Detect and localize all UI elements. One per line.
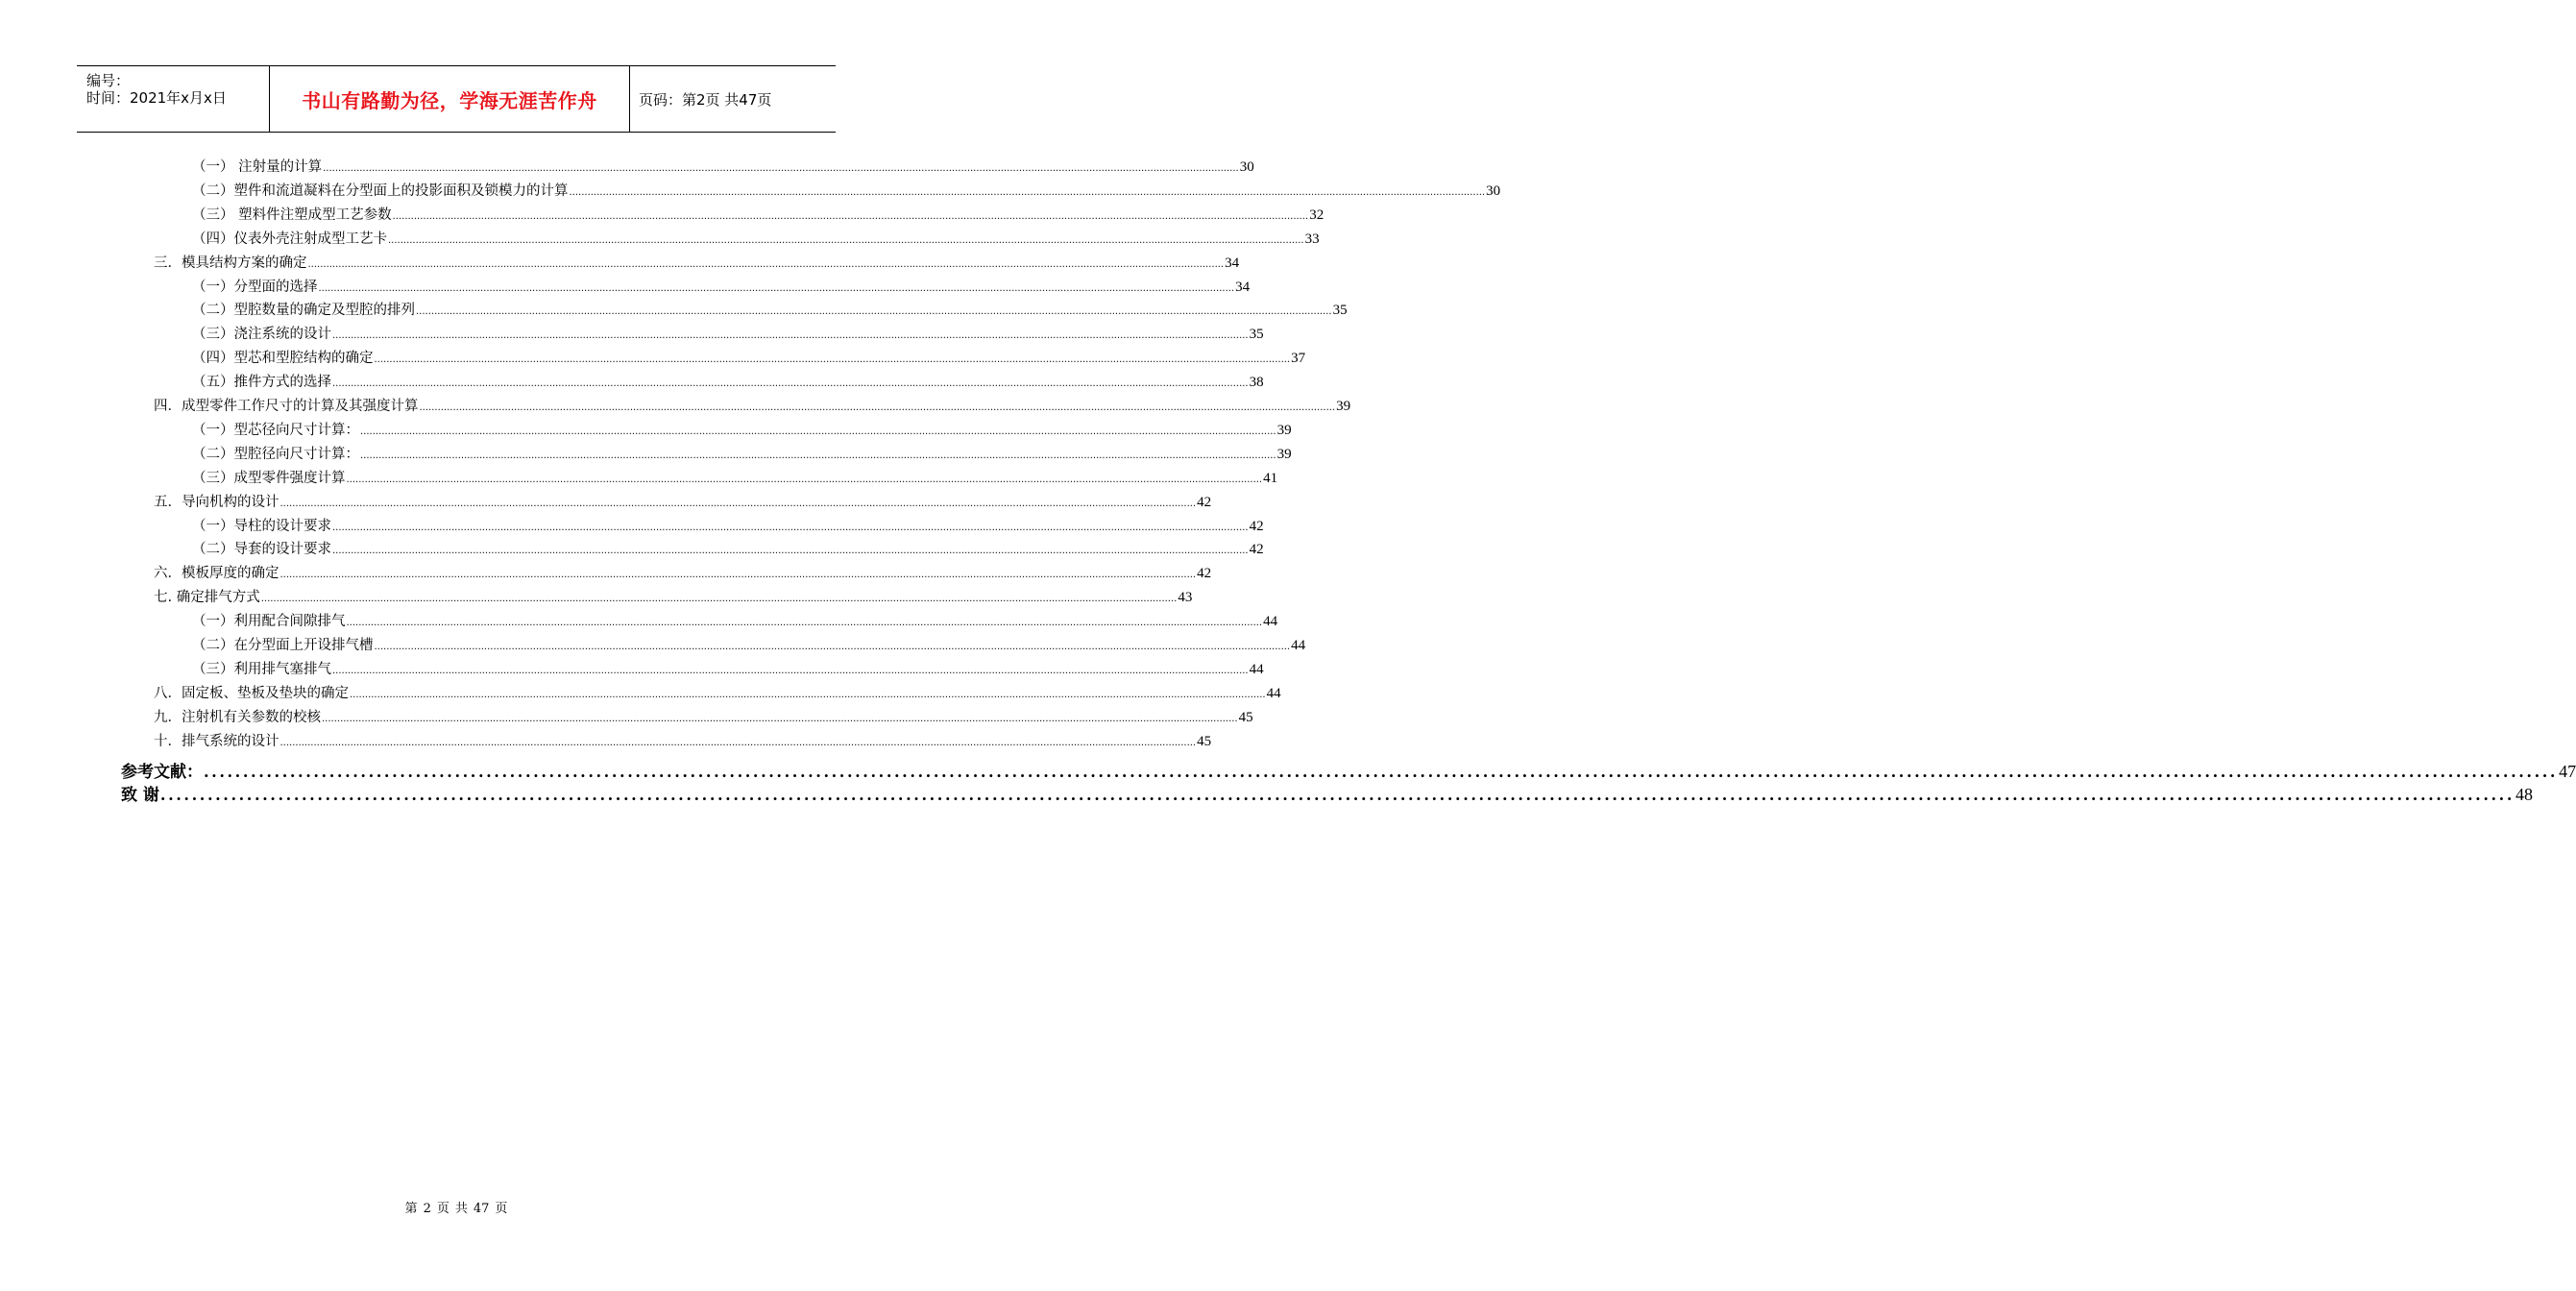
toc-entry[interactable] (192, 515, 1264, 536)
toc-leader-dots: ............................................................................................................................................................................................................................................................................................................ (332, 378, 1249, 390)
toc-leader-dots: ............................................................................................................................................................................................................................................................................................................ (332, 546, 1249, 557)
toc-entry[interactable] (192, 658, 1264, 679)
toc-leader-dots: ............................................................................................................................................................................................................................................................................................................ (392, 210, 1309, 222)
toc-entry-title: 九．注射机有关参数的校核 (154, 709, 321, 725)
toc-entry-page: 44 (1249, 661, 1264, 677)
toc-leader-dots: ............................................................................................................................................................................................................................................................................................................ (419, 402, 1336, 413)
toc-entry-title: （二）导套的设计要求 (192, 542, 331, 558)
toc-entry-title: 八．固定板、垫板及垫块的确定 (154, 685, 349, 701)
toc-entry[interactable] (154, 395, 1351, 416)
toc-leader-dots: ............................................................................................................................................................................................................................................................................................................ (279, 570, 1197, 581)
toc-entry-page: 34 (1235, 279, 1251, 295)
toc-entry[interactable] (192, 299, 1348, 320)
toc-entry[interactable] (154, 491, 1212, 512)
toc-leader-dots: ............................................................................................................................................................................................................................................................................................................ (360, 450, 1276, 461)
toc-entry-title: （二）塑件和流道凝料在分型面上的投影面积及锁模力的计算 (192, 183, 569, 199)
toc-entry-title: （五）推件方式的选择 (192, 375, 331, 391)
toc-entry-title: 六．模板厚度的确定 (154, 566, 279, 582)
toc-leader-dots: ............................................................................................................................................................................................................................................................................................................ (569, 186, 1486, 198)
toc-entry-page: 44 (1266, 685, 1281, 701)
toc-entry-page: 33 (1304, 231, 1320, 247)
toc-entry-page: 35 (1332, 303, 1348, 319)
toc-entry-page: 39 (1276, 446, 1292, 462)
toc-entry-page: 39 (1336, 399, 1351, 414)
toc-entry[interactable] (154, 562, 1212, 583)
toc-entry-page: 47 (2559, 761, 2576, 781)
toc-leader-dots: ............................................................................................................................................................................................................................................................................................................ (346, 474, 1263, 485)
toc-entry-title: （三）成型零件强度计算 (192, 470, 346, 486)
toc-entry-page: 42 (1197, 494, 1212, 510)
toc-entry-title: （一）型芯径向尺寸计算： (192, 422, 359, 438)
toc-entry-title: （二）型腔径向尺寸计算： (192, 446, 359, 462)
toc-entry-page: 34 (1225, 255, 1240, 271)
toc-entry-title: （三）利用排气塞排气 (192, 661, 331, 677)
toc-entry-title: （三） 塑料件注塑成型工艺参数 (192, 207, 392, 223)
footer-total-unit: 页 (495, 1202, 508, 1216)
toc-entry-title: （四）型芯和型腔结构的确定 (192, 351, 374, 367)
toc-entry[interactable] (192, 371, 1264, 392)
toc-entry-title: 四．成型零件工作尺寸的计算及其强度计算 (154, 399, 419, 414)
toc-entry[interactable] (154, 252, 1240, 273)
toc-entry-page: 37 (1291, 351, 1306, 367)
document-time-label: 时间：2021年x月x日 (86, 89, 227, 107)
toc-entry[interactable] (154, 586, 1193, 607)
toc-entry-page: 30 (1239, 159, 1254, 175)
toc-leader-dots: ............................................................................................................................................................................................................................................................................................................ (350, 689, 1266, 700)
toc-entry-title: 致 谢 (121, 786, 159, 806)
toc-entry-title: （二）型腔数量的确定及型腔的排列 (192, 303, 415, 319)
toc-leader-dots: ............................................................................................................................................................................................................................................................................................................ (322, 713, 1238, 724)
toc-leader-dots: ............................................................................................................................................................................................................................................................................................................ (374, 642, 1291, 652)
toc-entry-page: 38 (1249, 375, 1264, 391)
toc-entry-page: 39 (1276, 422, 1292, 438)
footer-page-word: 第 (404, 1202, 418, 1216)
toc-leader-dots: ............................................................................................................................................................................................................................................................................................................ (279, 737, 1197, 748)
toc-entry-page: 42 (1249, 518, 1264, 534)
toc-entry[interactable] (154, 682, 1281, 703)
toc-entry-page: 44 (1291, 638, 1306, 653)
toc-entry-title: 十．排气系统的设计 (154, 733, 279, 749)
toc-entry-title: （一）利用配合间隙排气 (192, 614, 346, 630)
toc-entry[interactable] (192, 610, 1278, 631)
toc-leader-dots: ............................................................................................................................................................................................................................................................................................................ (204, 762, 2559, 781)
toc-entry[interactable] (121, 781, 2534, 806)
header-page-info: 页码：第2页 共47页 (639, 90, 772, 109)
toc-entry[interactable] (154, 730, 1212, 751)
toc-entry[interactable] (192, 180, 1501, 201)
footer-total-word: 共 (454, 1202, 468, 1216)
toc-leader-dots: ............................................................................................................................................................................................................................................................................................................ (388, 234, 1304, 246)
toc-entry[interactable] (192, 634, 1306, 655)
toc-entry-page: 44 (1263, 614, 1278, 630)
toc-leader-dots: ............................................................................................................................................................................................................................................................................................................ (416, 306, 1332, 318)
toc-entry-title: 七. 确定排气方式 (154, 590, 260, 606)
header-motto: 书山有路勤为径，学海无涯苦作舟 (269, 66, 630, 132)
toc-entry-title: （一） 注射量的计算 (192, 159, 323, 175)
page-footer (0, 1198, 912, 1216)
toc-leader-dots: ............................................................................................................................................................................................................................................................................................................ (332, 665, 1249, 676)
toc-entry-title: （三）浇注系统的设计 (192, 327, 331, 343)
toc-leader-dots: ............................................................................................................................................................................................................................................................................................................ (159, 786, 2515, 805)
toc-leader-dots: ............................................................................................................................................................................................................................................................................................................ (374, 354, 1291, 366)
toc-leader-dots: ............................................................................................................................................................................................................................................................................................................ (318, 282, 1235, 294)
toc-leader-dots: ............................................................................................................................................................................................................................................................................................................ (323, 163, 1239, 174)
toc-leader-dots: ............................................................................................................................................................................................................................................................................................................ (332, 522, 1249, 533)
toc-leader-dots: ............................................................................................................................................................................................................................................................................................................ (332, 330, 1249, 342)
document-number-label: 编号： (86, 72, 131, 89)
toc-entry-page: 43 (1178, 590, 1193, 606)
toc-entry-page: 35 (1249, 327, 1264, 343)
toc-leader-dots: ............................................................................................................................................................................................................................................................................................................ (260, 594, 1178, 605)
toc-entry-page: 42 (1249, 542, 1264, 558)
toc-entry-title: （一）分型面的选择 (192, 279, 318, 295)
toc-entry[interactable] (121, 758, 2576, 782)
toc-entry-page: 45 (1197, 733, 1212, 749)
toc-entry-page: 41 (1263, 470, 1278, 486)
toc-leader-dots: ............................................................................................................................................................................................................................................................................................................ (307, 258, 1225, 270)
header-meta (77, 66, 269, 132)
toc-leader-dots: ............................................................................................................................................................................................................................................................................................................ (360, 426, 1276, 437)
toc-entry-page: 42 (1197, 566, 1212, 582)
toc-entry[interactable] (192, 443, 1292, 464)
page-header (77, 65, 836, 133)
toc-entry[interactable] (192, 204, 1324, 225)
toc-entry-title: （四）仪表外壳注射成型工艺卡 (192, 231, 387, 247)
toc-entry-page: 48 (2515, 785, 2534, 805)
toc-entry[interactable] (192, 538, 1264, 559)
toc-entry-page: 32 (1309, 207, 1324, 223)
toc-entry[interactable] (192, 419, 1292, 440)
toc-entry-page: 45 (1238, 709, 1253, 725)
toc-entry-page: 30 (1486, 183, 1501, 199)
toc-entry[interactable] (192, 467, 1278, 488)
footer-total-number: 47 (473, 1202, 490, 1216)
toc-entry[interactable] (192, 276, 1251, 297)
toc-entry-title: 三．模具结构方案的确定 (154, 255, 307, 271)
toc-entry[interactable] (192, 228, 1320, 249)
toc-entry-title: 参考文献： (121, 762, 203, 782)
toc-entry[interactable] (192, 323, 1264, 344)
footer-page-number: 2 (423, 1202, 431, 1216)
toc-entry-title: 五．导向机构的设计 (154, 494, 279, 510)
toc-leader-dots: ............................................................................................................................................................................................................................................................................................................ (346, 618, 1263, 629)
toc-entry-title: （一）导柱的设计要求 (192, 518, 331, 534)
footer-page-unit: 页 (436, 1202, 450, 1216)
toc-entry[interactable] (192, 347, 1306, 368)
toc-entry[interactable] (154, 706, 1253, 727)
toc-entry[interactable] (192, 156, 1254, 177)
toc-leader-dots: ............................................................................................................................................................................................................................................................................................................ (279, 498, 1197, 509)
toc-entry-title: （二）在分型面上开设排气槽 (192, 638, 374, 653)
